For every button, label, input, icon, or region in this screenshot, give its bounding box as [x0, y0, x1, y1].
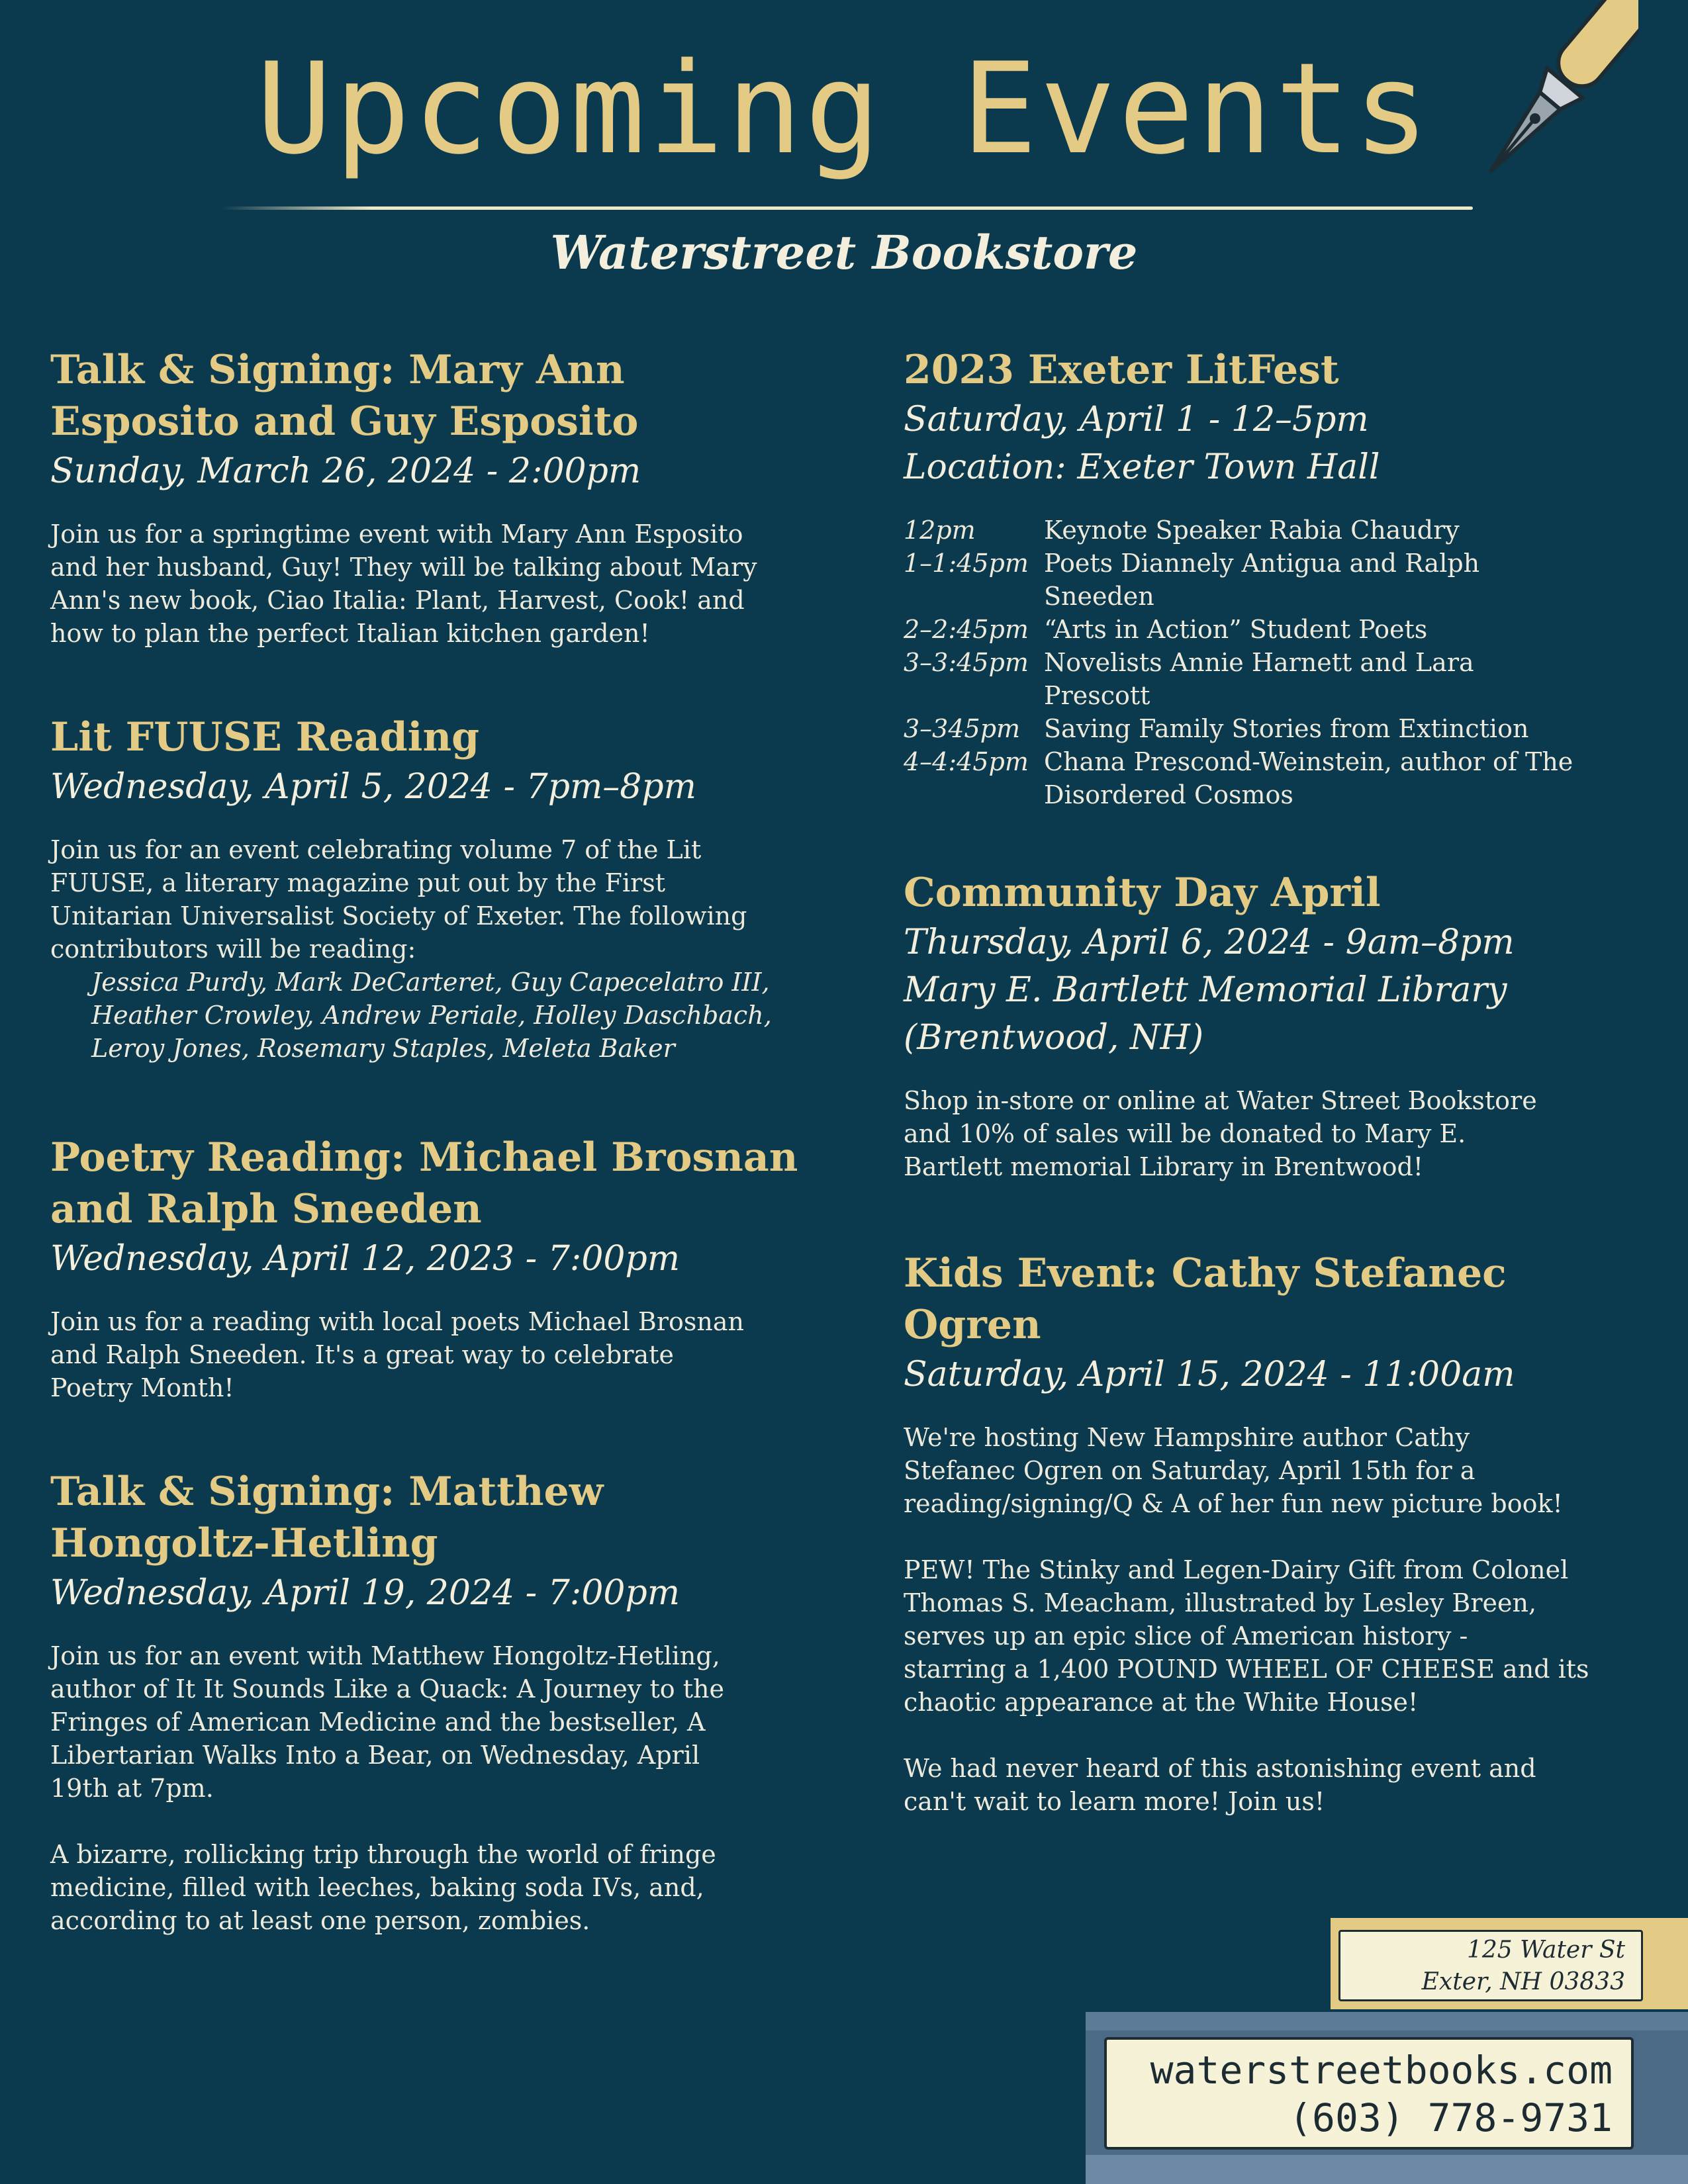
event-date: Thursday, April 6, 2024 - 9am–8pm: [904, 923, 1515, 962]
contact-box: [1104, 2037, 1634, 2150]
schedule-time: 3–3:45pm: [904, 648, 1029, 677]
event-litfest: [904, 344, 1652, 811]
event-location: Location: Exeter Town Hall: [904, 447, 1380, 487]
event-description: Join us for a reading with local poets Michael Brosnan and Ralph Sneeden. It's a great way to celebrate Poetry Month!: [50, 1307, 744, 1402]
event-poetry-reading: [50, 1132, 865, 1404]
schedule-item: Novelists Annie Harnett and Lara Prescott: [1044, 648, 1474, 710]
address-street: 125 Water St: [1466, 1936, 1625, 1964]
website-link[interactable]: waterstreetbooks.com: [1150, 2048, 1613, 2093]
schedule-time: 2–2:45pm: [904, 615, 1029, 644]
event-description: Join us for an event celebrating volume 7 of the Lit FUUSE, a literary magazine put out by the First Unitarian Universalist Society of Exeter. The following contributors will be reading:: [50, 835, 747, 964]
title-divider: [222, 206, 1473, 210]
address-tab: [1331, 1918, 1688, 2009]
event-description: Join us for an event with Matthew Hongoltz-Hetling, author of It It Sounds Like a Quack: A Journey to the Fringes of American Medicine and the bestseller, A Libertarian Walks Into a Bear, on Wednesday, April 19th at 7pm.: [50, 1641, 724, 1803]
event-title-line1: Talk & Signing: Mary Ann: [50, 347, 625, 393]
event-title-line2: Hongoltz-Hetling: [50, 1520, 438, 1567]
event-esposito: [50, 344, 865, 650]
schedule-time: 4–4:45pm: [904, 747, 1029, 776]
schedule-time: 1–1:45pm: [904, 549, 1029, 578]
event-kids: [904, 1248, 1652, 1818]
book-stack-top: [1086, 2012, 1688, 2030]
address-city: Exter, NH 03833: [1421, 1968, 1625, 1995]
store-name: Waterstreet Bookstore: [550, 225, 1138, 280]
event-place-line1: Mary E. Bartlett Memorial Library: [904, 970, 1507, 1010]
schedule-time: 12pm: [904, 516, 976, 545]
event-date: Saturday, April 1 - 12–5pm: [904, 400, 1369, 439]
event-title: 2023 Exeter LitFest: [904, 347, 1339, 393]
schedule-item: Keynote Speaker Rabia Chaudry: [1044, 516, 1460, 545]
event-title-line2: Esposito and Guy Esposito: [50, 398, 639, 445]
fountain-pen-icon: [1453, 0, 1638, 218]
address-box: [1338, 1930, 1643, 2001]
event-lit-fuuse: [50, 711, 865, 1065]
event-hongoltz-hetling: [50, 1466, 865, 1937]
phone-number[interactable]: (603) 778-9731: [1289, 2095, 1613, 2140]
event-date: Sunday, March 26, 2024 - 2:00pm: [50, 451, 641, 491]
event-title-line2: and Ralph Sneeden: [50, 1186, 482, 1232]
event-description-2: A bizarre, rollicking trip through the world of fringe medicine, filled with leeches, baking soda IVs, and, according to at least one person, zombies.: [50, 1840, 716, 1935]
schedule-item: Saving Family Stories from Extinction: [1044, 714, 1529, 743]
schedule-item: Chana Prescond-Weinstein, author of The Disordered Cosmos: [1044, 747, 1573, 809]
event-title-line1: Kids Event: Cathy Stefanec: [904, 1250, 1507, 1297]
event-place-line2: (Brentwood, NH): [904, 1018, 1204, 1058]
event-title-line2: Ogren: [904, 1302, 1041, 1348]
litfest-schedule: [904, 514, 1652, 811]
event-description: We're hosting New Hampshire author Cathy Stefanec Ogren on Saturday, April 15th for a reading/signing/Q & A of her fun new picture book!: [904, 1423, 1563, 1518]
schedule-item: “Arts in Action” Student Poets: [1044, 615, 1428, 644]
book-stack-bottom: [1086, 2155, 1688, 2184]
contributor-names: Jessica Purdy, Mark DeCarteret, Guy Capecelatro III, Heather Crowley, Andrew Periale, Holley Daschbach, Leroy Jones, Rosemary Staples, Meleta Baker: [91, 968, 772, 1063]
event-title-line1: Lit FUUSE Reading: [50, 714, 480, 760]
event-title-line1: Talk & Signing: Matthew: [50, 1469, 604, 1515]
schedule-item: Poets Diannely Antigua and Ralph Sneeden: [1044, 549, 1480, 611]
event-title: Community Day April: [904, 870, 1381, 916]
event-description-3: We had never heard of this astonishing event and can't wait to learn more! Join us!: [904, 1754, 1536, 1816]
page-title: Upcoming Events: [256, 36, 1432, 182]
event-date: Wednesday, April 19, 2024 - 7:00pm: [50, 1573, 680, 1613]
event-community-day: [904, 867, 1652, 1183]
event-date: Wednesday, April 12, 2023 - 7:00pm: [50, 1239, 680, 1279]
event-description-2: PEW! The Stinky and Legen-Dairy Gift from Colonel Thomas S. Meacham, illustrated by Lesley Breen, serves up an epic slice of American history - starring a 1,400 POUND WHEEL OF CHEESE and its chaotic appearance at the White House!: [904, 1555, 1589, 1717]
event-date: Wednesday, April 5, 2024 - 7pm–8pm: [50, 767, 696, 807]
event-description: Shop in-store or online at Water Street Bookstore and 10% of sales will be donated to Mary E. Bartlett memorial Library in Brentwood!: [904, 1086, 1537, 1181]
event-description: Join us for a springtime event with Mary Ann Esposito and her husband, Guy! They will be talking about Mary Ann's new book, Ciao Italia: Plant, Harvest, Cook! and how to plan the perfect Italian kitchen garden!: [50, 520, 757, 648]
event-date: Saturday, April 15, 2024 - 11:00am: [904, 1355, 1515, 1394]
event-title-line1: Poetry Reading: Michael Brosnan: [50, 1134, 798, 1181]
schedule-time: 3–345pm: [904, 714, 1021, 743]
